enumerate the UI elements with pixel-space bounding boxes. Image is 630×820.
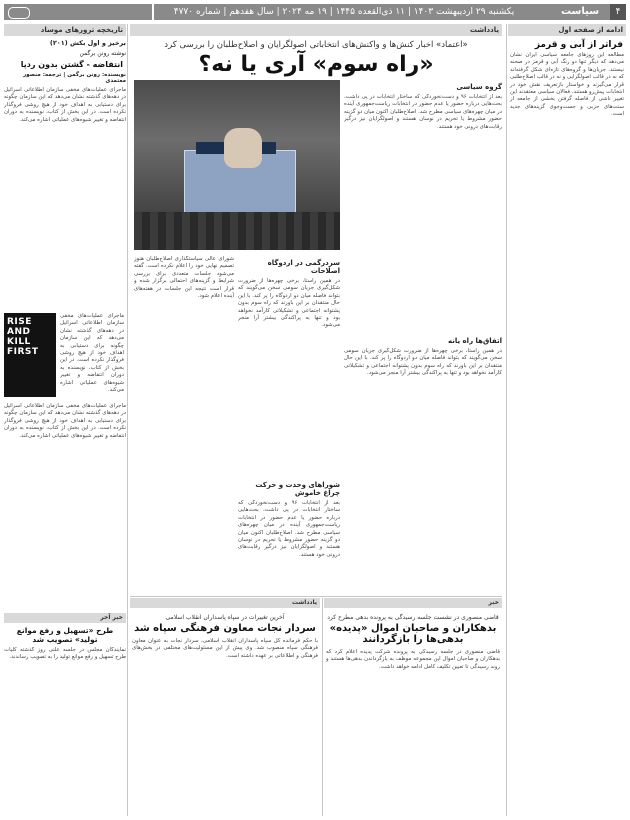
main-body-b: در همین راستا، برخی چهره‌ها از ضرورت شکل‌گیری جریان سومی سخن می‌گویند که بتواند فاصله میان دو اردوگاه را پر کند. با این حال منتقدان بر این باورند که راه سوم بدون پشتوانه اجتماعی و تشکیلاتی کارآمد نخواهد بود و تنها به پراکندگی بیشتر آرا منجر می‌شود. <box>344 348 502 377</box>
left-column-label: تاریخچه ترورهای موساد <box>4 24 126 36</box>
book-title-line-2: AND <box>7 327 31 337</box>
book-title-line-3: KILL <box>7 337 31 347</box>
column-divider-2 <box>506 24 507 816</box>
right-column-label: ادامه از صفحه اول <box>508 24 626 36</box>
bottom-right-kicker: قاضی منصوری در نشست جلسه رسیدگی به پرونده بدهی مطرح کرد <box>327 614 499 621</box>
main-text-column-right <box>344 80 502 618</box>
left-footer-label: خبر آخر <box>4 613 126 623</box>
left-article-title: انتفاضه - گشتن بدون ردپا <box>20 60 123 69</box>
main-body-c: شورای عالی سیاستگذاری اصلاح‌طلبان هنوز تصمیم نهایی خود را اعلام نکرده است. گفته می‌شود جلسات متعددی برای بررسی شرایط و گزینه‌های احتمالی برگزار شده و قرار است نتیجه این جلسات در هفته‌های آینده اعلام شود. <box>134 256 234 300</box>
bottom-left-kicker: آخرین تغییرات در سپاه پاسداران انقلاب اسلامی <box>165 614 285 621</box>
section-title: سیاست <box>560 6 600 17</box>
right-article-title: فراتر از آبی و قرمز <box>534 40 623 50</box>
main-subhead-4: شوراهای وحدت و حرکت چراغ خاموش <box>255 481 340 497</box>
main-text-column-left <box>134 256 234 616</box>
column-divider-1 <box>127 24 128 816</box>
main-body-a: بعد از انتخابات ۹۶ و دست‌نخوردگی که ساختار انتخابات در پی داشت، بحث‌هایی درباره حضور یا عدم حضور در انتخابات ریاست‌جمهوری آینده در میان چهره‌های سیاسی مطرح شد. اصلاح‌طلبان اکنون میان دو گزینه حضور مشروط یا تحریم در نوسان هستند و اصولگرایان نیز درگیر رقابت‌های درونی خود هستند. <box>344 94 502 130</box>
bottom-divider <box>322 598 323 816</box>
main-section-label: یادداشت <box>130 24 502 36</box>
left-article-body-more: ماجرای عملیات‌های مخفی سازمان اطلاعاتی اسرائیل در دهه‌های گذشته نشان می‌دهد که این سازمان چگونه برای دستیابی به اهداف خود از هیچ روشی فروگذار نکرده است. در این بخش از کتاب، نویسنده به دوران انتفاضه و تغییر شیوه‌های عملیاتی اشاره می‌کند. <box>4 403 126 439</box>
left-article-body: ماجرای عملیات‌های مخفی سازمان اطلاعاتی اسرائیل در دهه‌های گذشته نشان می‌دهد که این سازمان چگونه برای دستیابی به اهداف خود از هیچ روشی فروگذار نکرده است. در این بخش از کتاب، نویسنده به دوران انتفاضه و تغییر شیوه‌های عملیاتی اشاره می‌کند. <box>4 87 126 123</box>
bottom-right-article <box>324 598 502 816</box>
page-header <box>4 4 626 20</box>
main-subhead-2: اتفاق‌ها راه یانه <box>447 337 502 345</box>
left-footer-title: طرح «تسهیل و رفع موانع تولید» تصویب شد <box>16 626 114 644</box>
bottom-left-label: یادداشت <box>130 598 320 608</box>
bottom-left-article <box>130 598 320 816</box>
main-body-columns <box>130 80 502 620</box>
main-subhead-3: سردرگمی در اردوگاه اصلاحات <box>267 259 340 275</box>
bottom-right-label: خبر <box>324 598 502 608</box>
right-column <box>508 24 626 816</box>
bottom-right-body: قاضی منصوری در جلسه رسیدگی به پرونده شرکت پدیده اعلام کرد که بدهکاران و صاحبان اموال این مجموعه موظف به بازگرداندن بدهی‌ها هستند و روند رسیدگی تا تعیین تکلیف کامل ادامه خواهد داشت. <box>326 649 500 670</box>
right-article-body: مطالعه این روزهای جامعه سیاسی ایران نشان می‌دهد که دیگر تنها دو رنگ آبی و قرمز در صحنه نیستند. جریان‌ها و گروه‌های تازه‌ای شکل گرفته‌اند که نه در قالب اصولگرایی و نه در قالب اصلاح‌طلبی قرار می‌گیرند و خواستار بازتعریف نقش خود در انتخابات پیش‌رو هستند. فعالان سیاسی معتقدند این تغییر ناشی از فاصله گرفتن بخشی از جامعه از سنت‌های حزبی و جست‌وجوی گزینه‌های جدید است. <box>510 52 624 118</box>
page-number: ۴ <box>610 4 626 20</box>
bottom-right-headline: بدهکاران و صاحبان اموال «پدیده» بدهی‌ها را بازگردانند <box>329 623 497 645</box>
translator-line: نویسنده: رونن برگمن | ترجمه: منصور معتمدی <box>23 72 126 84</box>
main-headline: «راه سوم» آری یا نه؟ <box>198 52 434 77</box>
left-footer-body: نمایندگان مجلس در جلسه علنی روز گذشته کلیات طرح تسهیل و رفع موانع تولید را به تصویب رساندند. <box>4 647 126 661</box>
book-cover-image <box>4 313 56 397</box>
left-article-body-continued: ماجرای عملیات‌های مخفی سازمان اطلاعاتی اسرائیل در دهه‌های گذشته نشان می‌دهد که این سازمان چگونه برای دستیابی به اهداف خود از هیچ روشی فروگذار نکرده است. در این بخش از کتاب، نویسنده به دوران انتفاضه و تغییر شیوه‌های عملیاتی اشاره می‌کند. <box>60 313 124 394</box>
book-title-line-4: FIRST <box>7 347 39 357</box>
series-title: برخیز و اول بکش (۲۰۱) <box>49 39 126 47</box>
main-subhead-1: گروه سیاسی <box>456 83 502 91</box>
horizontal-divider <box>130 596 502 597</box>
left-column <box>4 24 126 816</box>
main-text-column-mid <box>238 256 340 630</box>
bottom-left-headline: سردار نجات معاون فرهنگی سپاه شد <box>134 623 316 634</box>
crowd-background <box>134 212 340 250</box>
ballot-box-photo <box>134 80 340 250</box>
header-left-band <box>4 4 152 20</box>
header-dateline: یکشنبه ۲۹ اردیبهشت ۱۴۰۳ | ۱۱ ذی‌القعده ۱۴۴۵ | ۱۹ مه ۲۰۲۴ | سال هفدهم | شماره ۴۷۷۰ <box>154 4 534 20</box>
series-author: نوشته رونن برگمن <box>79 50 126 57</box>
main-body-d: در همین راستا، برخی چهره‌ها از ضرورت شکل‌گیری جریان سومی سخن می‌گویند که بتواند فاصله میان دو اردوگاه را پر کند. با این حال منتقدان بر این باورند که راه سوم بدون پشتوانه اجتماعی و تشکیلاتی کارآمد نخواهد بود و تنها به پراکندگی بیشتر آرا منجر می‌شود. <box>238 278 340 329</box>
logo-icon <box>8 7 30 19</box>
main-kicker: «اعتماد» اخبار کنش‌ها و واکنش‌های انتخاباتی اصولگرایان و اصلاح‌طلبان را بررسی کرد <box>164 40 468 50</box>
voter-hand <box>224 128 262 168</box>
main-body-e: بعد از انتخابات ۹۶ و دست‌نخوردگی که ساختار انتخابات در پی داشت، بحث‌هایی درباره حضور یا عدم حضور در انتخابات ریاست‌جمهوری آینده در میان چهره‌های سیاسی مطرح شد. اصلاح‌طلبان اکنون میان دو گزینه حضور مشروط یا تحریم در نوسان هستند و اصولگرایان نیز درگیر رقابت‌های درونی خود هستند. <box>238 500 340 558</box>
main-article <box>130 24 502 624</box>
bottom-left-body: با حکم فرمانده کل سپاه پاسداران انقلاب اسلامی، سردار نجات به عنوان معاون فرهنگی سپاه منصوب شد. وی پیش از این مسئولیت‌های مختلفی در بخش‌های فرهنگی و اطلاعاتی بر عهده داشته است. <box>132 638 318 659</box>
book-title-line-1: RISE <box>7 317 32 327</box>
